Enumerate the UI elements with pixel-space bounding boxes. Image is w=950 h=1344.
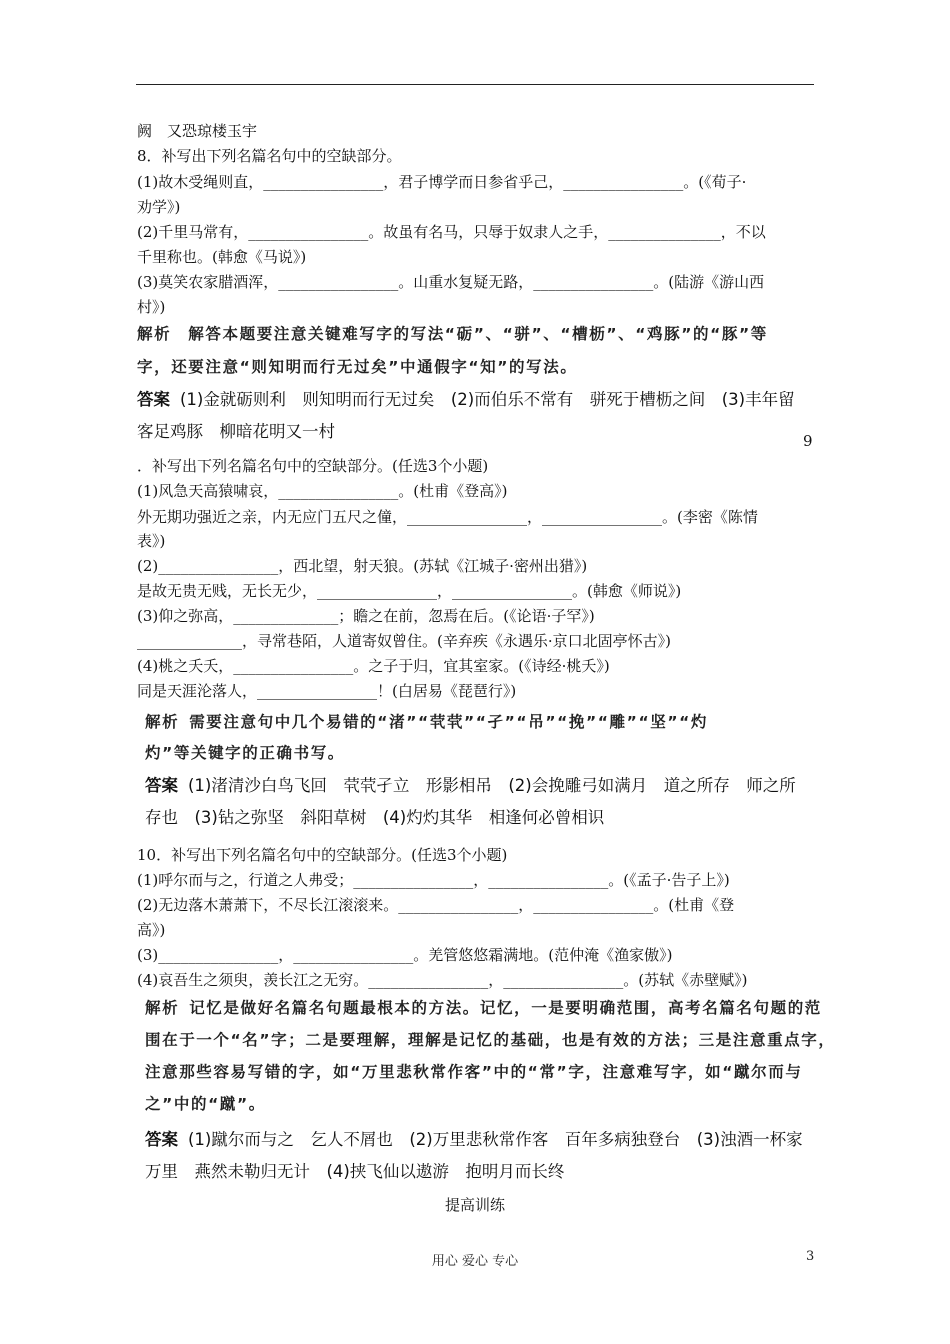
text-line: ______________，寻常巷陌，人道寄奴曾住。(辛弃疾《永遇乐·京口北固亭怀古》) <box>137 632 671 650</box>
q10-analysis-line: 围在于一个“名”字；二是要理解，理解是记忆的基础，也是有效的方法；三是注意重点字， <box>145 1031 836 1049</box>
text-line: 劝学》) <box>137 198 181 216</box>
q9-answer-line: 答案 (1)渚清沙白鸟飞回 茕茕孑立 形影相吊 (2)会挽雕弓如满月 道之所存 师之所 <box>145 776 796 795</box>
q8-answer-line: 客足鸡豚 柳暗花明又一村 <box>137 422 335 441</box>
question-8-title: 8．补写出下列名篇名句中的空缺部分。 <box>137 147 402 165</box>
answer-label: 答案 <box>145 776 178 795</box>
text-line: 村》) <box>137 298 166 316</box>
text-line: 是故无贵无贱，无长无少，________________，________________。(韩愈《师说》) <box>137 582 682 600</box>
text-line: 表》) <box>137 532 166 550</box>
q9-analysis-line: 灼”等关键字的正确书写。 <box>145 744 345 762</box>
text-line: (3)莫笑农家腊酒浑，________________。山重水复疑无路，________________。(陆游《游山西 <box>137 273 765 291</box>
header-rule <box>136 84 814 85</box>
analysis-label: 解析 <box>145 713 180 731</box>
text-line: 阙 又恐琼楼玉宇 <box>137 122 258 140</box>
text-line: 千里称也。(韩愈《马说》) <box>137 248 307 266</box>
q10-analysis-line: 解析 记忆是做好名篇名句题最根本的方法。记忆，一是要明确范围，高考名篇名句题的范 <box>145 999 822 1017</box>
text-line: (1)故木受绳则直，________________，君子博学而日参省乎己，________________。(《荀子· <box>137 173 747 191</box>
q8-answer-line: 答案 (1)金就砺则利 则知明而行无过矣 (2)而伯乐不常有 骈死于槽枥之间 (3)丰年留 <box>137 390 795 409</box>
text-line: (3)________________，________________。羌管悠悠霜满地。(范仲淹《渔家傲》) <box>137 946 673 964</box>
q8-analysis-line: 解析 解答本题要注意关键难写字的写法“砺”、“骈”、“槽枥”、“鸡豚”的“豚”等 <box>137 325 768 343</box>
text-line: (1)风急天高猿啸哀，________________。(杜甫《登高》) <box>137 482 508 500</box>
text-line: 同是天涯沦落人，________________！(白居易《琵琶行》) <box>137 682 517 700</box>
q9-answer-line: 存也 (3)钻之弥坚 斜阳草树 (4)灼灼其华 相逢何必曾相识 <box>145 808 605 827</box>
text-line: 高》) <box>137 921 166 939</box>
analysis-label: 解析 <box>145 999 180 1017</box>
q10-answer-line: 答案 (1)蹴尔而与之 乞人不屑也 (2)万里悲秋常作客 百年多病独登台 (3)浊酒一杯家 <box>145 1130 803 1149</box>
text-line: (2)________________，西北望，射天狼。(苏轼《江城子·密州出猎》) <box>137 557 588 575</box>
q10-answer-line: 万里 燕然未勒归无计 (4)挟飞仙以遨游 抱明月而长终 <box>145 1162 565 1181</box>
page-footer: 用心 爱心 专心 <box>431 1254 519 1269</box>
question-9-number: 9 <box>803 432 813 450</box>
section-title: 提高训练 <box>444 1196 505 1214</box>
answer-label: 答案 <box>145 1130 178 1149</box>
text-line: (2)千里马常有，________________。故虽有名马，只辱于奴隶人之手，_______________，不以 <box>137 223 766 241</box>
text-line: 外无期功强近之亲，内无应门五尺之僮，________________，________________。(李密《陈情 <box>137 508 758 526</box>
text-line: (4)桃之夭夭，________________。之子于归，宜其室家。(《诗经·桃夭》) <box>137 657 610 675</box>
text-line: (2)无边落木萧萧下，不尽长江滚滚来。________________，________________。(杜甫《登 <box>137 896 735 914</box>
q10-analysis-line: 注意那些容易写错的字，如“万里悲秋常作客”中的“常”字，注意难写字，如“蹴尔而与 <box>145 1063 803 1081</box>
answer-label: 答案 <box>137 390 170 409</box>
text-line: (4)哀吾生之须臾，羡长江之无穷。________________，________________。(苏轼《赤壁赋》) <box>137 971 748 989</box>
q9-analysis-line: 解析 需要注意句中几个易错的“渚”“茕茕”“孑”“吊”“挽”“雕”“坚”“灼 <box>145 713 709 731</box>
text-line: (1)呼尔而与之，行道之人弗受；________________，________________。(《孟子·告子上》) <box>137 871 730 889</box>
q8-analysis-line: 字，还要注意“则知明而行无过矣”中通假字“知”的写法。 <box>137 358 578 376</box>
q10-analysis-line: 之”中的“蹴”。 <box>145 1095 266 1113</box>
page-number: 3 <box>806 1249 815 1264</box>
question-9-title: ．补写出下列名篇名句中的空缺部分。(任选3个小题) <box>137 457 489 475</box>
question-10-title: 10．补写出下列名篇名句中的空缺部分。(任选3个小题) <box>137 846 508 864</box>
text-line: (3)仰之弥高，______________；瞻之在前，忽焉在后。(《论语·子罕》) <box>137 607 595 625</box>
